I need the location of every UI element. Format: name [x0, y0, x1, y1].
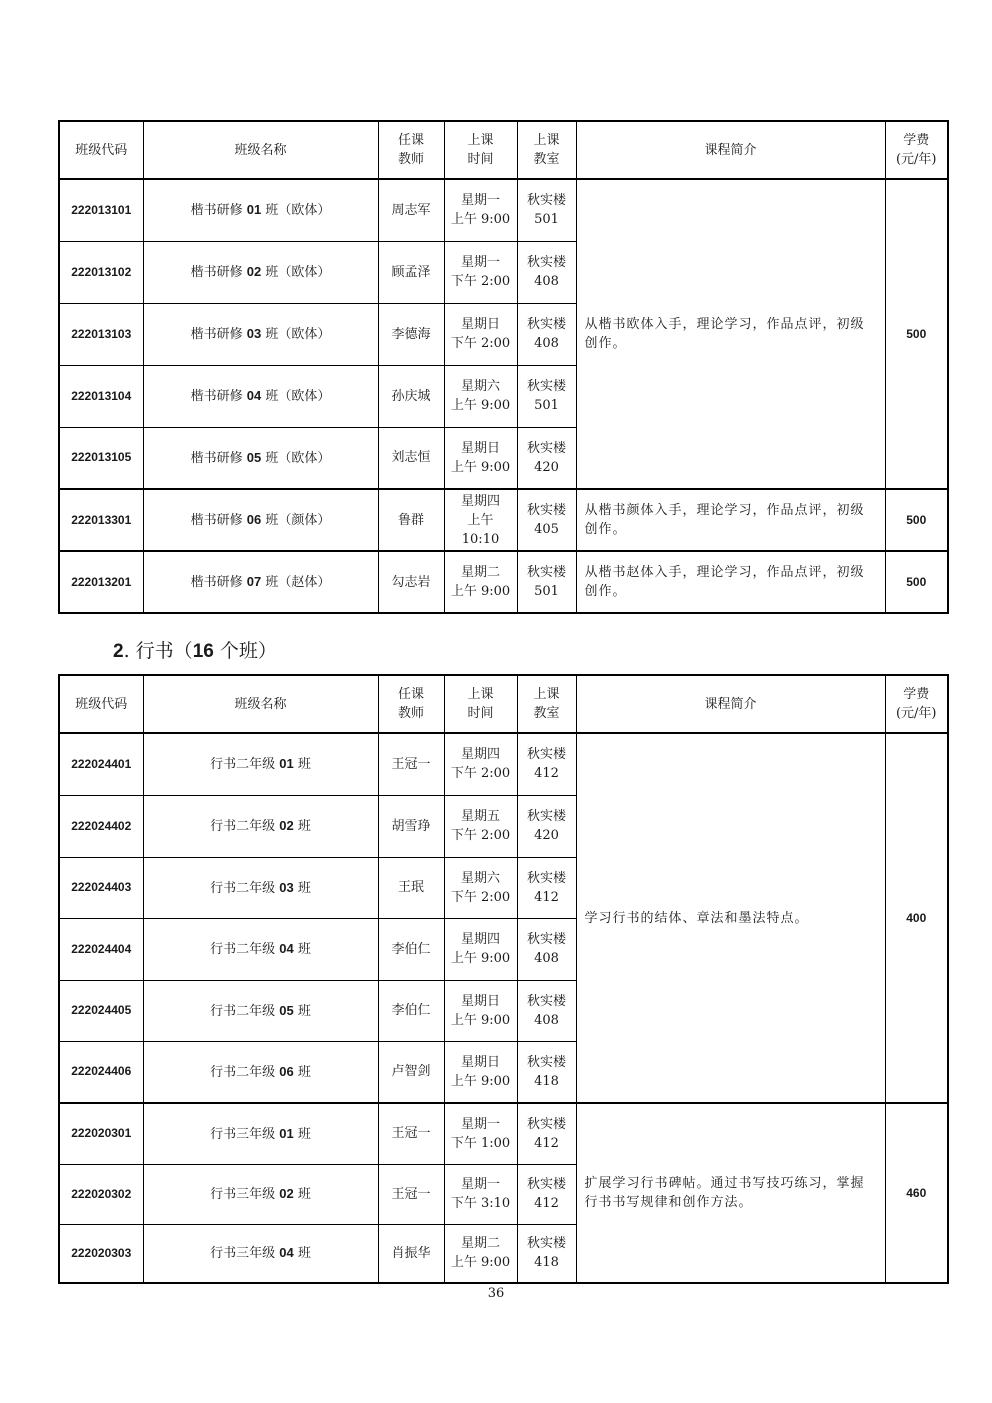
class-time-cell: 星期日 上午 9:00: [444, 980, 517, 1041]
class-name-cell: 楷书研修 05 班（欧体）: [143, 427, 378, 489]
xingshu-schedule-table: [58, 674, 949, 1284]
class-name-cell: 行书二年级 01 班: [143, 733, 378, 795]
classroom-cell: 秋实楼 418: [517, 1224, 576, 1283]
class-name-cell: 行书三年级 04 班: [143, 1224, 378, 1283]
class-name-cell: 行书二年级 03 班: [143, 857, 378, 918]
classroom-cell: 秋实楼 412: [517, 1103, 576, 1164]
tuition-fee-cell: 500: [885, 489, 948, 551]
table-row: [59, 179, 948, 241]
classroom-cell: 秋实楼 501: [517, 551, 576, 613]
class-time-cell: 星期日 上午 9:00: [444, 427, 517, 489]
classroom-cell: 秋实楼 412: [517, 1164, 576, 1224]
class-code-cell: 222013105: [59, 427, 143, 489]
class-time-cell: 星期四 下午 2:00: [444, 733, 517, 795]
teacher-cell: 周志军: [378, 179, 444, 241]
teacher-cell: 王冠一: [378, 733, 444, 795]
class-code-cell: 222020301: [59, 1103, 143, 1164]
classroom-cell: 秋实楼 418: [517, 1041, 576, 1103]
header-code: 班级代码: [59, 121, 143, 179]
class-time-cell: 星期四 上午 9:00: [444, 918, 517, 980]
course-intro-cell: 学习行书的结体、章法和墨法特点。: [576, 733, 885, 1103]
kaishu-schedule-table: [58, 120, 949, 614]
class-code-cell: 222013103: [59, 303, 143, 365]
class-time-cell: 星期五 下午 2:00: [444, 795, 517, 857]
header-time: 上课 时间: [444, 121, 517, 179]
class-time-cell: 星期一 下午 1:00: [444, 1103, 517, 1164]
class-name-cell: 行书二年级 02 班: [143, 795, 378, 857]
teacher-cell: 李德海: [378, 303, 444, 365]
page-number: 36: [487, 1286, 505, 1301]
tuition-fee-cell: 400: [885, 733, 948, 1103]
class-name-cell: 楷书研修 02 班（欧体）: [143, 241, 378, 303]
classroom-cell: 秋实楼 501: [517, 179, 576, 241]
header-intro: 课程简介: [576, 121, 885, 179]
course-intro-cell: 扩展学习行书碑帖。通过书写技巧练习，掌握行书书写规律和创作方法。: [576, 1103, 885, 1283]
class-name-cell: 行书二年级 05 班: [143, 980, 378, 1041]
class-code-cell: 222024403: [59, 857, 143, 918]
teacher-cell: 李伯仁: [378, 980, 444, 1041]
class-code-cell: 222013101: [59, 179, 143, 241]
teacher-cell: 孙庆城: [378, 365, 444, 427]
classroom-cell: 秋实楼 420: [517, 795, 576, 857]
class-code-cell: 222013201: [59, 551, 143, 613]
class-code-cell: 222020302: [59, 1164, 143, 1224]
class-code-cell: 222013104: [59, 365, 143, 427]
class-time-cell: 星期六 下午 2:00: [444, 857, 517, 918]
class-code-cell: 222024406: [59, 1041, 143, 1103]
class-code-cell: 222020303: [59, 1224, 143, 1283]
class-name-cell: 楷书研修 04 班（欧体）: [143, 365, 378, 427]
header-name: 班级名称: [143, 121, 378, 179]
header-code: 班级代码: [59, 675, 143, 733]
class-name-cell: 行书三年级 01 班: [143, 1103, 378, 1164]
class-time-cell: 星期日 上午 9:00: [444, 1041, 517, 1103]
section-heading: 2. 行书（16 个班）: [113, 640, 277, 662]
teacher-cell: 卢智剑: [378, 1041, 444, 1103]
teacher-cell: 肖振华: [378, 1224, 444, 1283]
classroom-cell: 秋实楼 420: [517, 427, 576, 489]
class-code-cell: 222024402: [59, 795, 143, 857]
teacher-cell: 刘志恒: [378, 427, 444, 489]
tuition-fee-cell: 500: [885, 551, 948, 613]
tuition-fee-cell: 500: [885, 179, 948, 489]
table-header-row: [59, 121, 948, 179]
class-time-cell: 星期二 上午 9:00: [444, 551, 517, 613]
teacher-cell: 王冠一: [378, 1103, 444, 1164]
header-room: 上课 教室: [517, 675, 576, 733]
classroom-cell: 秋实楼 412: [517, 733, 576, 795]
course-intro-cell: 从楷书颜体入手，理论学习，作品点评，初级创作。: [576, 489, 885, 551]
class-time-cell: 星期二 上午 9:00: [444, 1224, 517, 1283]
class-name-cell: 楷书研修 07 班（赵体）: [143, 551, 378, 613]
teacher-cell: 鲁群: [378, 489, 444, 551]
header-teacher: 任课 教师: [378, 675, 444, 733]
class-time-cell: 星期一 上午 9:00: [444, 179, 517, 241]
header-intro: 课程简介: [576, 675, 885, 733]
class-name-cell: 行书二年级 04 班: [143, 918, 378, 980]
classroom-cell: 秋实楼 501: [517, 365, 576, 427]
header-teacher: 任课 教师: [378, 121, 444, 179]
table-row: [59, 733, 948, 795]
class-name-cell: 行书二年级 06 班: [143, 1041, 378, 1103]
class-time-cell: 星期六 上午 9:00: [444, 365, 517, 427]
header-time: 上课 时间: [444, 675, 517, 733]
teacher-cell: 王冠一: [378, 1164, 444, 1224]
teacher-cell: 李伯仁: [378, 918, 444, 980]
course-intro-cell: 从楷书赵体入手，理论学习，作品点评，初级创作。: [576, 551, 885, 613]
tuition-fee-cell: 460: [885, 1103, 948, 1283]
classroom-cell: 秋实楼 412: [517, 857, 576, 918]
teacher-cell: 胡雪琤: [378, 795, 444, 857]
table-header-row: [59, 675, 948, 733]
class-time-cell: 星期一 下午 3:10: [444, 1164, 517, 1224]
header-fee: 学费 (元/年): [885, 675, 948, 733]
class-code-cell: 222024405: [59, 980, 143, 1041]
classroom-cell: 秋实楼 408: [517, 918, 576, 980]
class-name-cell: 楷书研修 01 班（欧体）: [143, 179, 378, 241]
teacher-cell: 勾志岩: [378, 551, 444, 613]
class-code-cell: 222024404: [59, 918, 143, 980]
table-row: [59, 489, 948, 551]
classroom-cell: 秋实楼 408: [517, 980, 576, 1041]
class-code-cell: 222013301: [59, 489, 143, 551]
classroom-cell: 秋实楼 405: [517, 489, 576, 551]
table-row: [59, 1103, 948, 1164]
header-fee: 学费 (元/年): [885, 121, 948, 179]
teacher-cell: 王珉: [378, 857, 444, 918]
table-row: [59, 551, 948, 613]
class-time-cell: 星期日 下午 2:00: [444, 303, 517, 365]
class-code-cell: 222013102: [59, 241, 143, 303]
header-name: 班级名称: [143, 675, 378, 733]
class-code-cell: 222024401: [59, 733, 143, 795]
class-time-cell: 星期一 下午 2:00: [444, 241, 517, 303]
teacher-cell: 顾孟泽: [378, 241, 444, 303]
class-name-cell: 楷书研修 03 班（欧体）: [143, 303, 378, 365]
class-name-cell: 楷书研修 06 班（颜体）: [143, 489, 378, 551]
header-room: 上课 教室: [517, 121, 576, 179]
classroom-cell: 秋实楼 408: [517, 241, 576, 303]
classroom-cell: 秋实楼 408: [517, 303, 576, 365]
course-intro-cell: 从楷书欧体入手，理论学习，作品点评，初级创作。: [576, 179, 885, 489]
class-name-cell: 行书三年级 02 班: [143, 1164, 378, 1224]
class-time-cell: 星期四 上午 10:10: [444, 489, 517, 551]
